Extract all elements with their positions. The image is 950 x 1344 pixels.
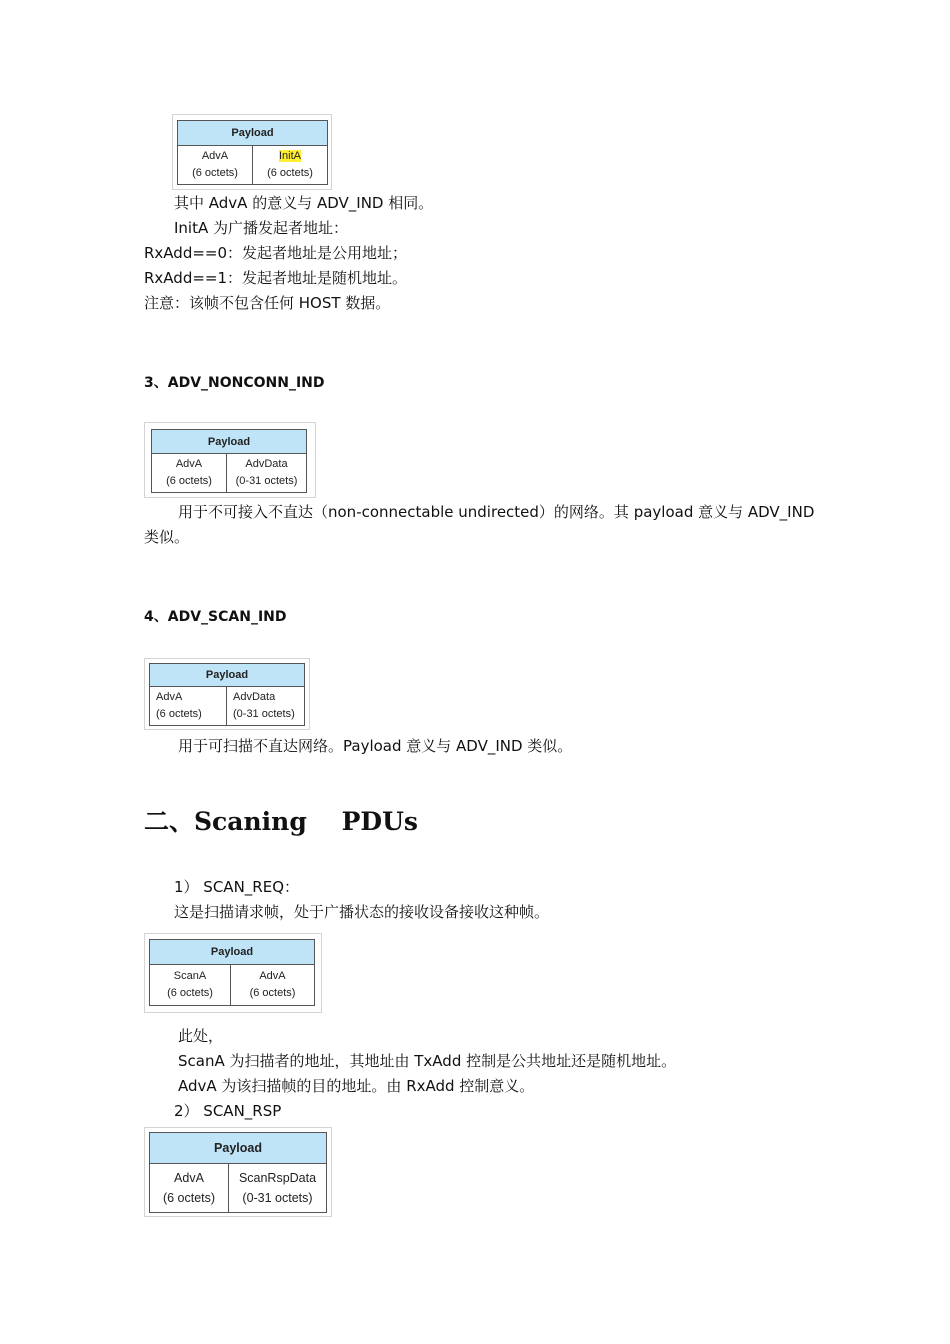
- payload-header: Payload: [150, 1133, 327, 1164]
- payload-header: Payload: [152, 430, 307, 454]
- payload-figure-initA: [172, 114, 332, 190]
- field-scana: ScanA (6 octets): [150, 965, 231, 1006]
- text-p12: AdvA 为该扫描帧的目的地址。由 RxAdd 控制意义。: [178, 1077, 535, 1095]
- text-p13: 2） SCAN_RSP: [174, 1102, 282, 1120]
- field-inita: InitA (6 octets): [253, 146, 328, 185]
- payload-table: [151, 429, 307, 493]
- text-p8: 1） SCAN_REQ：: [174, 878, 299, 896]
- field-adva: AdvA (6 octets): [150, 1164, 229, 1213]
- payload-figure-nonconn: [144, 422, 316, 498]
- text-p5: 注意：该帧不包含任何 HOST 数据。: [144, 294, 391, 312]
- text-p9: 这是扫描请求帧，处于广播状态的接收设备接收这种帧。: [174, 903, 550, 921]
- text-p6a: 用于不可接入不直达（non-connectable undirected）的网络。其 payload 意义与 ADV_IND: [178, 503, 815, 521]
- field-advdata: AdvData (0-31 octets): [227, 687, 305, 726]
- field-adva: AdvA (6 octets): [150, 687, 227, 726]
- field-adva: AdvA (6 octets): [231, 965, 315, 1006]
- payload-header: Payload: [150, 664, 305, 687]
- text-p2: InitA 为广播发起者地址：: [174, 219, 349, 237]
- payload-table: [177, 120, 328, 185]
- heading-adv-scan-ind: 4、ADV_SCAN_IND: [144, 609, 287, 625]
- field-adva: AdvA (6 octets): [178, 146, 253, 185]
- field-adva: AdvA (6 octets): [152, 454, 227, 493]
- text-p6b: 类似。: [144, 528, 190, 546]
- text-p10: 此处，: [178, 1027, 224, 1045]
- text-p4: RxAdd==1：发起者地址是随机地址。: [144, 269, 408, 287]
- text-p7: 用于可扫描不直达网络。Payload 意义与 ADV_IND 类似。: [178, 737, 573, 755]
- field-scanrspdata: ScanRspData (0-31 octets): [229, 1164, 327, 1213]
- payload-figure-scan-rsp: [144, 1127, 332, 1217]
- text-p11: ScanA 为扫描者的地址，其地址由 TxAdd 控制是公共地址还是随机地址。: [178, 1052, 677, 1070]
- text-p1: 其中 AdvA 的意义与 ADV_IND 相同。: [174, 194, 434, 212]
- payload-table: [149, 663, 305, 726]
- payload-table: [149, 1132, 327, 1213]
- payload-figure-scan-ind: [144, 658, 310, 730]
- section-heading-scanning-pdus: 二、Scaning PDUs: [144, 807, 418, 836]
- heading-adv-nonconn-ind: 3、ADV_NONCONN_IND: [144, 375, 325, 391]
- field-advdata: AdvData (0-31 octets): [227, 454, 307, 493]
- payload-table: [149, 939, 315, 1006]
- payload-header: Payload: [150, 940, 315, 965]
- text-p3: RxAdd==0：发起者地址是公用地址；: [144, 244, 408, 262]
- payload-header: Payload: [178, 121, 328, 146]
- payload-figure-scan-req: [144, 933, 322, 1013]
